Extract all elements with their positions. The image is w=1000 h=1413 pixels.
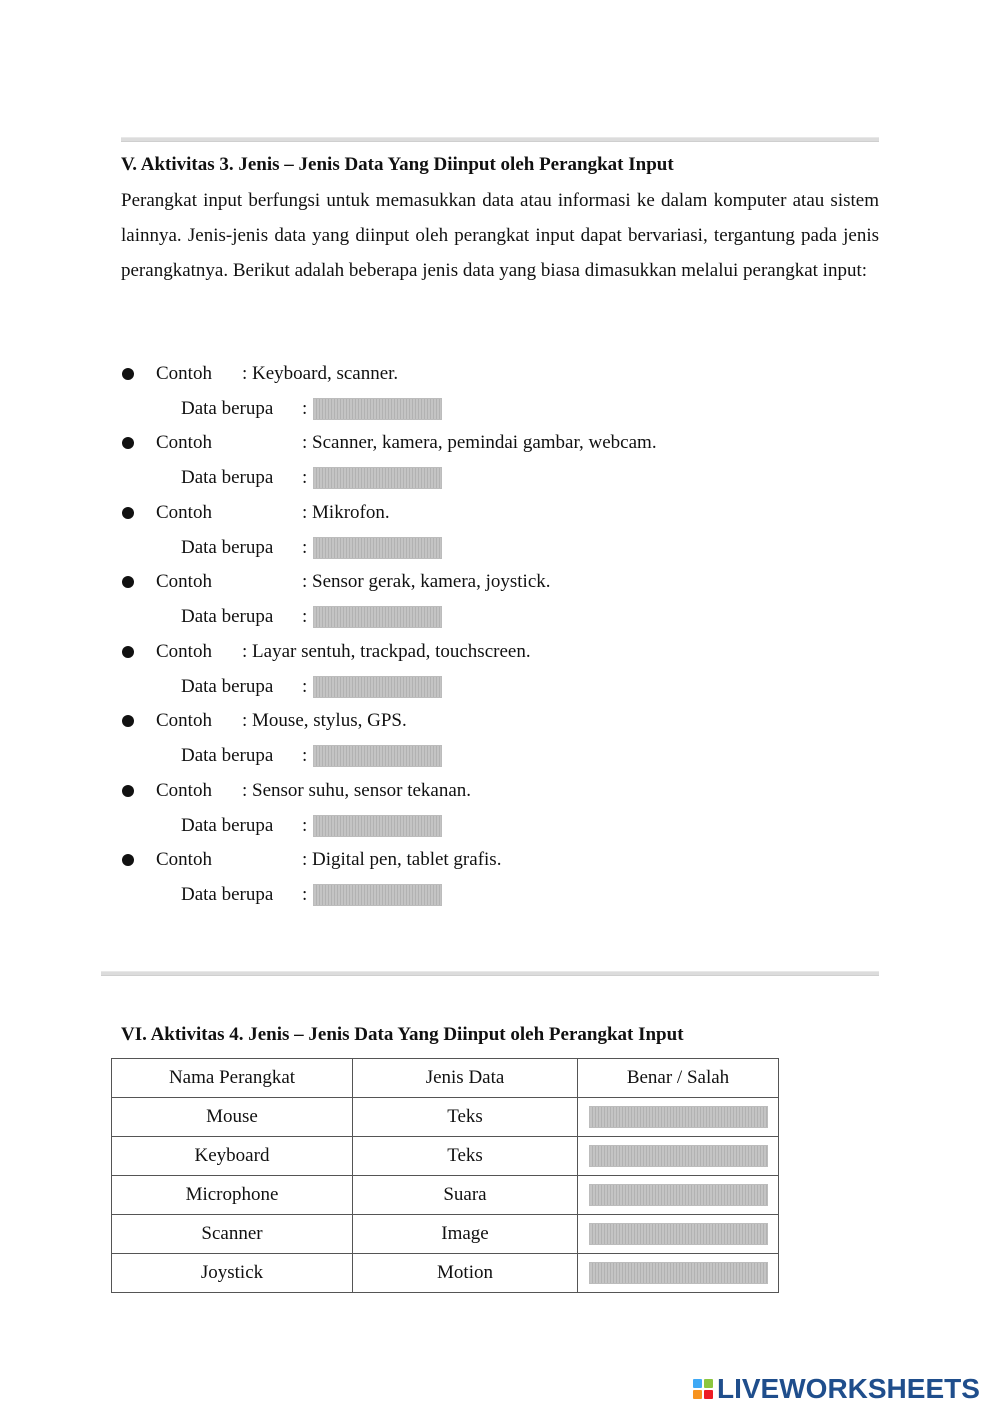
section6-heading: VI. Aktivitas 4. Jenis – Jenis Data Yang Diinput oleh Perangkat Input [121, 1024, 684, 1045]
table-row [112, 1215, 779, 1254]
contoh-text: : Mikrofon. [302, 502, 390, 523]
data-berupa-input[interactable] [313, 745, 442, 767]
data-berupa-label: Data berupa [181, 676, 274, 697]
bullet-icon [122, 576, 134, 588]
device-cell: Scanner [112, 1215, 353, 1254]
colon-separator: : [302, 606, 308, 627]
data-berupa-label: Data berupa [181, 884, 274, 905]
table-row [112, 1098, 779, 1137]
contoh-text: : Sensor gerak, kamera, joystick. [302, 571, 551, 592]
data-type-cell: Suara [353, 1176, 578, 1215]
answer-cell [578, 1254, 779, 1293]
section5-paragraph: Perangkat input berfungsi untuk memasukkan data atau informasi ke dalam komputer atau sistem lainnya. Jenis-jenis data yang diinput oleh perangkat input dapat bervariasi, tergantung pada jenis perangkatnya. Berikut adalah beberapa jenis data yang biasa dimasukkan melalui perangkat input: [121, 190, 879, 281]
logo-mark-icon [693, 1379, 713, 1399]
colon-separator: : [302, 884, 308, 905]
section5-heading: V. Aktivitas 3. Jenis – Jenis Data Yang Diinput oleh Perangkat Input [121, 154, 674, 175]
bullet-icon [122, 646, 134, 658]
bullet-icon [122, 715, 134, 727]
colon-separator: : [302, 398, 308, 419]
logo-text: LIVEWORKSHEETS [717, 1373, 980, 1404]
contoh-label: Contoh [156, 780, 212, 801]
data-berupa-input[interactable] [313, 398, 442, 420]
logo-mark-tile [693, 1390, 702, 1399]
device-cell: Keyboard [112, 1137, 353, 1176]
answer-input[interactable] [589, 1106, 768, 1128]
answer-cell [578, 1215, 779, 1254]
table-row [112, 1137, 779, 1176]
data-type-cell: Motion [353, 1254, 578, 1293]
data-berupa-input[interactable] [313, 467, 442, 489]
answer-cell [578, 1176, 779, 1215]
table-row [112, 1176, 779, 1215]
data-berupa-label: Data berupa [181, 467, 274, 488]
data-berupa-label: Data berupa [181, 745, 274, 766]
bullet-icon [122, 785, 134, 797]
logo-mark-tile [704, 1390, 713, 1399]
bullet-icon [122, 854, 134, 866]
contoh-label: Contoh [156, 849, 212, 870]
contoh-text: : Scanner, kamera, pemindai gambar, webcam. [302, 432, 657, 453]
table-header-row [112, 1059, 779, 1098]
contoh-label: Contoh [156, 502, 212, 523]
answer-cell [578, 1098, 779, 1137]
contoh-label: Contoh [156, 641, 212, 662]
bullet-icon [122, 507, 134, 519]
contoh-text: : Keyboard, scanner. [242, 363, 399, 384]
contoh-text: : Mouse, stylus, GPS. [242, 710, 407, 731]
header-benar-salah: Benar / Salah [578, 1059, 779, 1098]
bullet-icon [122, 368, 134, 380]
data-type-cell: Teks [353, 1098, 578, 1137]
contoh-label: Contoh [156, 571, 212, 592]
device-data-table [111, 1058, 779, 1293]
contoh-label: Contoh [156, 432, 212, 453]
data-berupa-label: Data berupa [181, 537, 274, 558]
device-cell: Microphone [112, 1176, 353, 1215]
data-berupa-input[interactable] [313, 815, 442, 837]
data-berupa-input[interactable] [313, 676, 442, 698]
middle-divider [101, 971, 879, 976]
top-divider [121, 137, 879, 142]
colon-separator: : [302, 676, 308, 697]
header-nama-perangkat: Nama Perangkat [112, 1059, 353, 1098]
contoh-text: : Sensor suhu, sensor tekanan. [242, 780, 472, 801]
data-berupa-input[interactable] [313, 537, 442, 559]
header-jenis-data: Jenis Data [353, 1059, 578, 1098]
data-berupa-label: Data berupa [181, 398, 274, 419]
data-berupa-label: Data berupa [181, 606, 274, 627]
colon-separator: : [302, 537, 308, 558]
logo-mark-tile [693, 1379, 702, 1388]
contoh-label: Contoh [156, 363, 212, 384]
contoh-label: Contoh [156, 710, 212, 731]
liveworksheets-logo [693, 1374, 980, 1404]
answer-input[interactable] [589, 1145, 768, 1167]
answer-input[interactable] [589, 1184, 768, 1206]
data-berupa-label: Data berupa [181, 815, 274, 836]
table-row [112, 1254, 779, 1293]
data-berupa-input[interactable] [313, 606, 442, 628]
data-berupa-input[interactable] [313, 884, 442, 906]
answer-input[interactable] [589, 1262, 768, 1284]
answer-cell [578, 1137, 779, 1176]
logo-mark-tile [704, 1379, 713, 1388]
contoh-text: : Layar sentuh, trackpad, touchscreen. [242, 641, 531, 662]
contoh-text: : Digital pen, tablet grafis. [302, 849, 502, 870]
answer-input[interactable] [589, 1223, 768, 1245]
colon-separator: : [302, 815, 308, 836]
colon-separator: : [302, 467, 308, 488]
bullet-icon [122, 437, 134, 449]
data-type-cell: Teks [353, 1137, 578, 1176]
colon-separator: : [302, 745, 308, 766]
device-cell: Mouse [112, 1098, 353, 1137]
data-type-cell: Image [353, 1215, 578, 1254]
device-cell: Joystick [112, 1254, 353, 1293]
